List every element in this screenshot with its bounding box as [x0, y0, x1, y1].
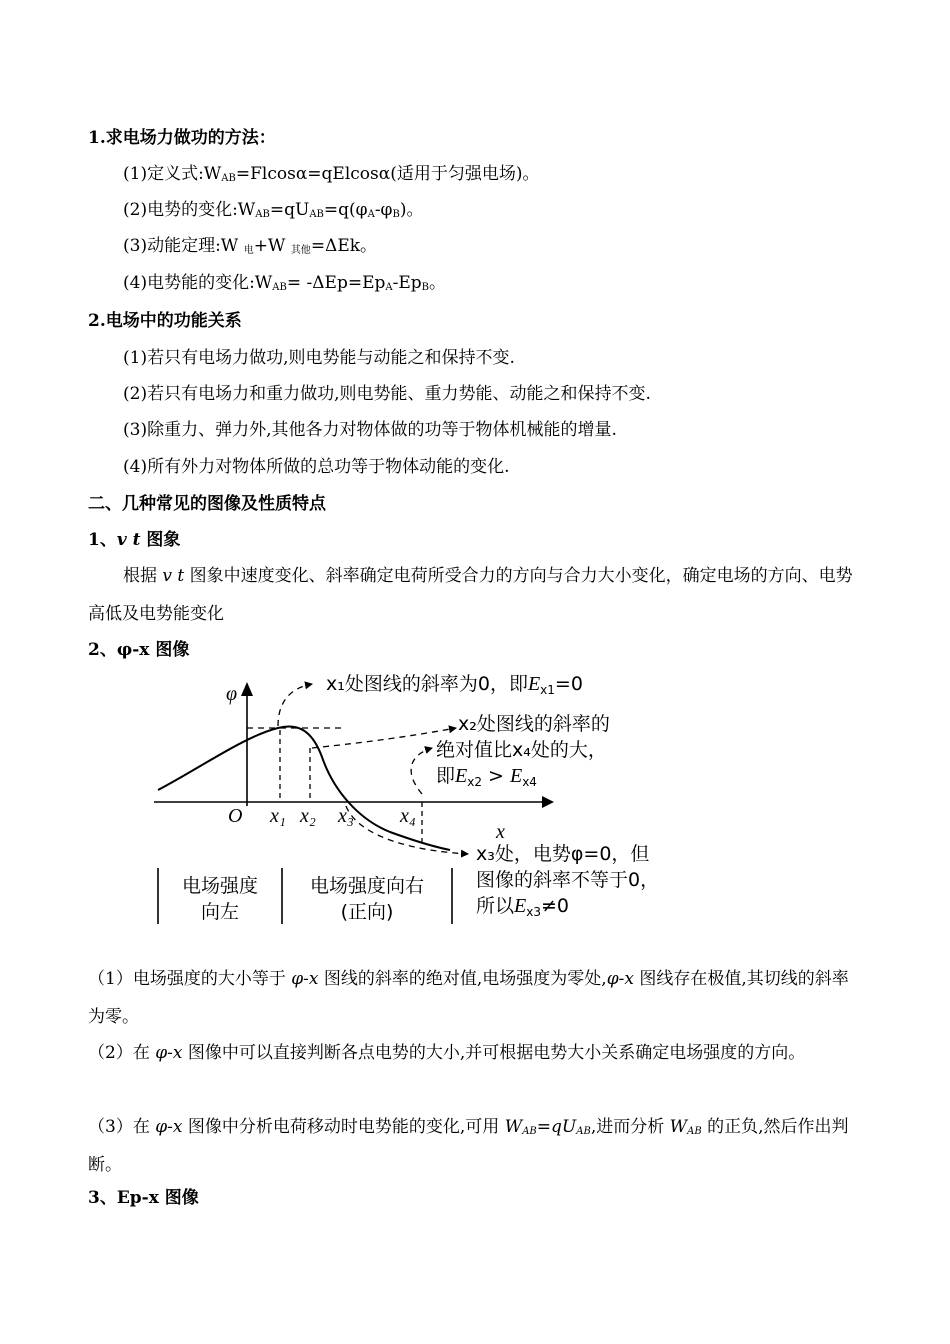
- annotation-x2-line1: x₂处图线的斜率的: [458, 713, 610, 735]
- phi-x-graph: [150, 672, 710, 932]
- section-2-title: 2.电场中的功能关系: [88, 311, 242, 331]
- tick-x2: x₂: [300, 805, 316, 827]
- arrow-x4: [411, 748, 432, 794]
- annotation-x3-line1: x₃处，电势φ=0，但: [476, 843, 650, 865]
- annotation-x2-line3: 即$E_{x2} > E_{x4}$: [436, 765, 537, 789]
- s2-item-3: (3)除重力、弹力外,其他各力对物体做的功等于物体机械能的增量.: [123, 420, 617, 440]
- s2-item-2: (2)若只有电场力和重力做功,则电势能、重力势能、动能之和保持不变.: [123, 384, 651, 404]
- tick-x4: x₄: [400, 805, 416, 827]
- s1-item-1: (1)定义式$:W_{AB}=Flcos\alpha=qElcos\alpha$(适用于匀强电场)。: [123, 164, 540, 184]
- paragraph-2: （2）在 φ-x 图像中可以直接判断各点电势的大小,并可根据电势大小关系确定电场强度的方向。: [88, 1043, 806, 1063]
- annotation-x2-line2: 绝对值比x₄处的大，: [436, 739, 607, 761]
- y-axis-arrow-icon: [241, 682, 253, 696]
- annotation-x3-line2: 图像的斜率不等于0，: [476, 869, 660, 891]
- annotation-x3-line3: 所以$E_{x3}\ne 0$: [476, 895, 569, 919]
- paragraph-1: （1）电场强度的大小等于 φ-x 图线的斜率的绝对值,电场强度为零处,φ-x 图线存在极值,其切线的斜率为零。: [88, 969, 849, 1027]
- phi-curve: [158, 727, 450, 850]
- s2-item-4: (4)所有外力对物体所做的总功等于物体动能的变化.: [123, 457, 510, 477]
- s1-item-4: (4)电势能的变化$:W_{AB}= -\Delta Ep=Ep_A-Ep_B$。: [123, 273, 446, 293]
- s2-item-1: (1)若只有电场力做功,则电势能与动能之和保持不变.: [123, 348, 515, 368]
- s1-item-2: (2)电势的变化$:W_{AB}=qU_{AB}=q(\varphi_A-\varphi_B)$。: [123, 200, 424, 220]
- tick-x1: x₁: [270, 805, 286, 827]
- region-right-line2: (正向): [340, 901, 394, 923]
- section-3-title: 二、几种常见的图像及性质特点: [88, 494, 326, 514]
- paragraph-3: （3）在 φ-x 图像中分析电荷移动时电势能的变化,可用 $W_{AB}=qU_{AB}$,进而分析 $W_{AB}$ 的正负,然后作出判断。: [88, 1117, 849, 1175]
- epx-title: 3、Ep-x 图像: [88, 1188, 199, 1208]
- vt-title: 1、v t 图象: [88, 530, 181, 550]
- region-left-line2: 向左: [200, 901, 240, 923]
- phi-axis-label: φ: [226, 683, 238, 705]
- phix-title: 2、φ-x 图像: [88, 640, 190, 660]
- annotation-x1: x₁处图线的斜率为0，即$E_{x1}=0$: [326, 673, 583, 697]
- x-axis-arrow-icon: [542, 796, 554, 808]
- tick-x3: x₃: [338, 805, 354, 827]
- vt-paragraph: 根据 v t 图象中速度变化、斜率确定电荷所受合力的方向与合力大小变化，确定电场的方向、电势高低及电势能变化: [88, 566, 853, 624]
- arrow-x2: [312, 728, 456, 748]
- s1-item-3: (3)动能定理:W $_电$+W $_{其他}$=ΔEk。: [123, 236, 378, 256]
- arrow-x1: [278, 684, 312, 726]
- section-1-title: 1.求电场力做功的方法：: [88, 128, 276, 148]
- region-left-line1: 电场强度: [181, 875, 259, 897]
- x-axis-label: x: [496, 821, 505, 843]
- origin-label: O: [228, 805, 243, 827]
- region-right-line1: 电场强度向右: [309, 875, 425, 897]
